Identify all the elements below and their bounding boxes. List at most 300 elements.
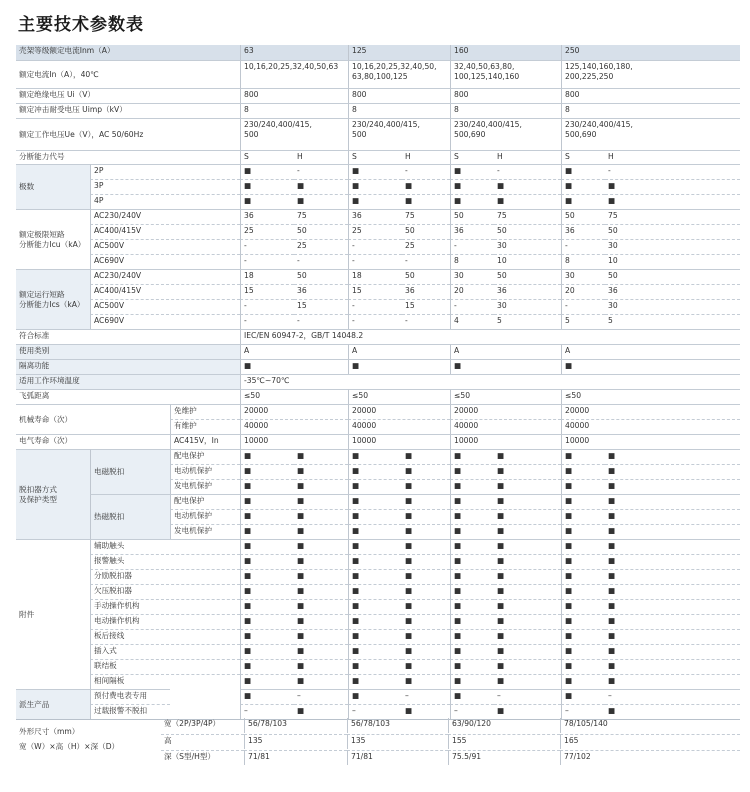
value-cell: ■ <box>561 689 605 704</box>
sub-label: AC400/415V <box>90 224 240 239</box>
frame-value-cell: 10,16,20,25,32,40,50, 63,80,100,125 <box>348 60 450 88</box>
value-cell: ■ <box>348 629 402 644</box>
dimension-value: 71/81 <box>347 750 448 765</box>
value-cell: ■ <box>605 659 740 674</box>
sub-label: 预付费电表专用 <box>90 689 170 704</box>
value-cell: ■ <box>240 584 294 599</box>
sub-label: 分励脱扣器 <box>90 569 240 584</box>
value-cell: ■ <box>240 674 294 689</box>
value-cell: ■ <box>605 674 740 689</box>
value-cell: ■ <box>561 674 605 689</box>
value-cell: 15 <box>240 284 294 299</box>
value-cell: ■ <box>561 479 605 494</box>
frame-value-cell: ■ <box>348 359 450 374</box>
value-cell: 25 <box>402 239 450 254</box>
row-label: 额定冲击耐受电压 Uimp（kV） <box>16 103 240 118</box>
frame-value-cell: 10000 <box>240 434 348 449</box>
value-cell: S <box>240 150 294 164</box>
dimension-value: 135 <box>347 734 448 749</box>
value-cell: ■ <box>494 704 561 719</box>
value-cell: S <box>348 150 402 164</box>
value-cell: 50 <box>402 269 450 284</box>
frame-value-cell: 800 <box>450 88 561 103</box>
dimensions-section <box>16 719 740 776</box>
frame-value-cell: 8 <box>348 103 450 118</box>
value-cell: ■ <box>561 449 605 464</box>
frame-value-cell: A <box>561 344 740 359</box>
value-cell: 36 <box>561 224 605 239</box>
value-cell: ■ <box>240 164 294 179</box>
group-label: 额定极限短路 分断能力Icu（kA） <box>16 209 90 269</box>
value-cell: 8 <box>450 254 494 269</box>
sub-label: 插入式 <box>90 644 240 659</box>
value-cell: ■ <box>348 674 402 689</box>
value-cell: ■ <box>561 164 605 179</box>
value-cell: ■ <box>402 179 450 194</box>
sub-label: 3P <box>90 179 240 194</box>
frame-value-cell: 20000 <box>450 404 561 419</box>
value-cell: ■ <box>348 689 402 704</box>
value-cell: 18 <box>240 269 294 284</box>
page-title: 主要技术参数表 <box>18 15 144 35</box>
value-cell: 50 <box>294 269 348 284</box>
value-cell: - <box>450 239 494 254</box>
sub-label: 发电机保护 <box>170 479 240 494</box>
frame-value-cell: 230/240,400/415, 500,690 <box>561 118 740 150</box>
value-cell: ■ <box>294 584 348 599</box>
value-cell: ■ <box>494 614 561 629</box>
frame-value-cell: ≤50 <box>561 389 740 404</box>
frame-value-cell: ≤50 <box>450 389 561 404</box>
frame-header: 160 <box>450 45 561 60</box>
value-cell: – <box>605 689 740 704</box>
value-cell: ■ <box>402 509 450 524</box>
value-cell: ■ <box>561 194 605 209</box>
sub-label: 电动机保护 <box>170 464 240 479</box>
value-cell: ■ <box>605 449 740 464</box>
sub-label: 联结板 <box>90 659 240 674</box>
value-cell: 10 <box>605 254 740 269</box>
value-cell: ■ <box>240 464 294 479</box>
group-label: 外形尺寸（mm） 宽（W）×高（H）×深（D） <box>19 727 120 751</box>
frame-value-cell: ≤50 <box>348 389 450 404</box>
value-cell: – <box>561 704 605 719</box>
value-cell: ■ <box>561 644 605 659</box>
value-cell: ■ <box>561 464 605 479</box>
value-cell: ■ <box>605 494 740 509</box>
value-cell: 4 <box>450 314 494 329</box>
row-label: 符合标准 <box>16 329 240 344</box>
frame-value-cell: 10000 <box>450 434 561 449</box>
value-cell: ■ <box>561 179 605 194</box>
value-cell: ■ <box>240 494 294 509</box>
group-label: 脱扣器方式 及保护类型 <box>16 449 90 539</box>
frame-value-cell: 20000 <box>348 404 450 419</box>
value-cell: ■ <box>605 179 740 194</box>
environment-value: -35℃~70℃ <box>240 374 740 389</box>
value-cell: 30 <box>494 299 561 314</box>
value-cell: ■ <box>240 539 294 554</box>
value-cell: ■ <box>605 464 740 479</box>
dimension-value: 165 <box>560 734 740 749</box>
value-cell: ■ <box>561 524 605 539</box>
frame-value-cell: 8 <box>240 103 348 118</box>
value-cell: ■ <box>240 479 294 494</box>
value-cell: 25 <box>240 224 294 239</box>
value-cell: 50 <box>605 224 740 239</box>
value-cell: ■ <box>294 704 348 719</box>
value-cell: 36 <box>450 224 494 239</box>
value-cell: ■ <box>494 494 561 509</box>
frame-value-cell: 40000 <box>561 419 740 434</box>
value-cell: ■ <box>494 554 561 569</box>
value-cell: - <box>348 239 402 254</box>
group-label: 附件 <box>16 539 90 689</box>
sub-label: 高 <box>161 734 244 749</box>
value-cell: ■ <box>348 539 402 554</box>
value-cell: ■ <box>402 629 450 644</box>
value-cell: ■ <box>294 194 348 209</box>
sub-label: 报警触头 <box>90 554 240 569</box>
row-label: 使用类别 <box>16 344 240 359</box>
value-cell: – <box>450 704 494 719</box>
value-cell: ■ <box>561 509 605 524</box>
value-cell: ■ <box>240 569 294 584</box>
value-cell: 5 <box>494 314 561 329</box>
sub-label: 2P <box>90 164 240 179</box>
value-cell: ■ <box>605 629 740 644</box>
frame-value-cell: 230/240,400/415, 500 <box>348 118 450 150</box>
frame-value-cell: 800 <box>348 88 450 103</box>
frame-value-cell: 8 <box>450 103 561 118</box>
value-cell: 18 <box>348 269 402 284</box>
value-cell: 75 <box>605 209 740 224</box>
sub-label: AC415V，In <box>170 434 240 449</box>
value-cell: - <box>240 299 294 314</box>
value-cell: – <box>494 689 561 704</box>
dimension-value: 155 <box>448 734 560 749</box>
value-cell: ■ <box>348 614 402 629</box>
value-cell: ■ <box>494 659 561 674</box>
frame-value-cell: A <box>348 344 450 359</box>
value-cell: ■ <box>348 179 402 194</box>
value-cell: - <box>561 299 605 314</box>
value-cell: ■ <box>348 554 402 569</box>
value-cell: ■ <box>494 524 561 539</box>
value-cell: 25 <box>294 239 348 254</box>
frame-value-cell: A <box>450 344 561 359</box>
sub-label: 电动机保护 <box>170 509 240 524</box>
frame-value-cell: ■ <box>240 359 348 374</box>
value-cell: 15 <box>294 299 348 314</box>
value-cell: 75 <box>294 209 348 224</box>
dimension-value: 77/102 <box>560 750 740 765</box>
frame-value-cell: 8 <box>561 103 740 118</box>
row-label: 飞弧距离 <box>16 389 240 404</box>
value-cell: 20 <box>450 284 494 299</box>
value-cell: ■ <box>450 659 494 674</box>
value-cell: S <box>450 150 494 164</box>
value-cell: ■ <box>294 449 348 464</box>
value-cell: ■ <box>294 569 348 584</box>
dimension-value: 56/78/103 <box>244 718 347 733</box>
frame-value-cell: 10,16,20,25,32,40,50,63 <box>240 60 348 88</box>
value-cell: ■ <box>450 479 494 494</box>
value-cell: ■ <box>561 659 605 674</box>
value-cell: 5 <box>561 314 605 329</box>
value-cell: ■ <box>402 704 450 719</box>
dimension-value: 75.5/91 <box>448 750 560 765</box>
value-cell: ■ <box>494 509 561 524</box>
value-cell: ■ <box>348 659 402 674</box>
value-cell: 50 <box>561 209 605 224</box>
value-cell: ■ <box>348 164 402 179</box>
value-cell: ■ <box>402 194 450 209</box>
value-cell: ■ <box>240 614 294 629</box>
sub-label: 手动操作机构 <box>90 599 240 614</box>
sub-label: 欠压脱扣器 <box>90 584 240 599</box>
value-cell: ■ <box>294 524 348 539</box>
value-cell: S <box>561 150 605 164</box>
value-cell: ■ <box>240 629 294 644</box>
value-cell: ■ <box>402 569 450 584</box>
value-cell: ■ <box>348 644 402 659</box>
value-cell: ■ <box>561 614 605 629</box>
value-cell: ■ <box>605 509 740 524</box>
value-cell: 10 <box>494 254 561 269</box>
value-cell: 50 <box>494 224 561 239</box>
value-cell: ■ <box>348 479 402 494</box>
value-cell: ■ <box>294 494 348 509</box>
value-cell: H <box>605 150 740 164</box>
value-cell: ■ <box>348 584 402 599</box>
value-cell: ■ <box>348 524 402 539</box>
frame-value-cell: 230/240,400/415, 500 <box>240 118 348 150</box>
sub-label: AC500V <box>90 299 240 314</box>
value-cell: ■ <box>494 479 561 494</box>
sub-label: AC230/240V <box>90 269 240 284</box>
value-cell: ■ <box>561 494 605 509</box>
trip-group-label: 电磁脱扣 <box>90 449 170 494</box>
value-cell: ■ <box>240 509 294 524</box>
frame-value-cell: 20000 <box>561 404 740 419</box>
sub-label: 深（S型/H型） <box>161 750 244 765</box>
value-cell: H <box>402 150 450 164</box>
value-cell: 50 <box>402 224 450 239</box>
value-cell: 8 <box>561 254 605 269</box>
value-cell: 30 <box>605 299 740 314</box>
value-cell: ■ <box>240 449 294 464</box>
value-cell: ■ <box>605 614 740 629</box>
value-cell: ■ <box>348 509 402 524</box>
value-cell: 36 <box>294 284 348 299</box>
value-cell: ■ <box>240 179 294 194</box>
sub-label: 4P <box>90 194 240 209</box>
frame-header: 125 <box>348 45 450 60</box>
value-cell: ■ <box>294 464 348 479</box>
value-cell: ■ <box>561 554 605 569</box>
value-cell: ■ <box>494 674 561 689</box>
value-cell: ■ <box>450 464 494 479</box>
frame-value-cell: 40000 <box>348 419 450 434</box>
value-cell: ■ <box>605 569 740 584</box>
value-cell: – <box>348 704 402 719</box>
frame-value-cell: ■ <box>450 359 561 374</box>
value-cell: ■ <box>240 689 294 704</box>
value-cell: 30 <box>605 239 740 254</box>
frame-value-cell: 40000 <box>240 419 348 434</box>
value-cell: 50 <box>450 209 494 224</box>
value-cell: ■ <box>494 629 561 644</box>
value-cell: ■ <box>561 539 605 554</box>
frame-value-cell: 32,40,50,63,80, 100,125,140,160 <box>450 60 561 88</box>
value-cell: ■ <box>605 479 740 494</box>
value-cell: ■ <box>402 674 450 689</box>
group-label: 派生产品 <box>16 689 90 719</box>
value-cell: – <box>240 704 294 719</box>
value-cell: - <box>240 314 294 329</box>
value-cell: 30 <box>494 239 561 254</box>
frame-header: 250 <box>561 45 740 60</box>
value-cell: ■ <box>240 194 294 209</box>
value-cell: 50 <box>294 224 348 239</box>
value-cell: - <box>450 299 494 314</box>
value-cell: 20 <box>561 284 605 299</box>
value-cell: 36 <box>240 209 294 224</box>
value-cell: ■ <box>605 704 740 719</box>
value-cell: ■ <box>605 524 740 539</box>
value-cell: ■ <box>605 554 740 569</box>
value-cell: ■ <box>240 644 294 659</box>
sub-label: AC230/240V <box>90 209 240 224</box>
value-cell: ■ <box>450 644 494 659</box>
sub-label: 板后接线 <box>90 629 240 644</box>
trip-group-label: 热磁脱扣 <box>90 494 170 539</box>
value-cell: ■ <box>450 629 494 644</box>
value-cell: - <box>402 164 450 179</box>
frame-value-cell: ■ <box>561 359 740 374</box>
value-cell: ■ <box>561 569 605 584</box>
value-cell: ■ <box>402 644 450 659</box>
row-label: 适用工作环境温度 <box>16 374 240 389</box>
value-cell: 30 <box>450 269 494 284</box>
dimension-value: 56/78/103 <box>347 718 448 733</box>
value-cell: ■ <box>450 179 494 194</box>
frame-value-cell: 20000 <box>240 404 348 419</box>
group-label: 极数 <box>16 164 90 209</box>
value-cell: - <box>240 254 294 269</box>
value-cell: ■ <box>294 179 348 194</box>
sub-label: 有维护 <box>170 419 240 434</box>
value-cell: ■ <box>240 524 294 539</box>
value-cell: ■ <box>402 479 450 494</box>
value-cell: ■ <box>402 614 450 629</box>
value-cell: ■ <box>294 599 348 614</box>
frame-value-cell: 230/240,400/415, 500,690 <box>450 118 561 150</box>
header-label: 壳架等级额定电流Inm（A） <box>16 45 240 60</box>
sub-label: 免维护 <box>170 404 240 419</box>
value-cell: ■ <box>450 614 494 629</box>
value-cell: ■ <box>294 614 348 629</box>
value-cell: ■ <box>294 539 348 554</box>
group-label: 额定运行短路 分断能力Ics（kA） <box>16 269 90 329</box>
value-cell: ■ <box>605 644 740 659</box>
value-cell: - <box>494 164 561 179</box>
value-cell: – <box>402 689 450 704</box>
dimension-value: 63/90/120 <box>448 718 560 733</box>
frame-value-cell: 10000 <box>561 434 740 449</box>
value-cell: ■ <box>605 599 740 614</box>
sub-label: 宽（2P/3P/4P） <box>164 719 221 728</box>
value-cell: 36 <box>494 284 561 299</box>
value-cell: ■ <box>450 494 494 509</box>
value-cell: ■ <box>450 554 494 569</box>
sub-label: 相间隔板 <box>90 674 240 689</box>
value-cell: ■ <box>240 554 294 569</box>
value-cell: 15 <box>402 299 450 314</box>
frame-header: 63 <box>240 45 348 60</box>
row-label: 额定工作电压Ue（V），AC 50/60Hz <box>16 118 240 150</box>
frame-value-cell: 125,140,160,180, 200,225,250 <box>561 60 740 88</box>
sub-label: 辅助触头 <box>90 539 240 554</box>
standard-value: IEC/EN 60947-2，GB/T 14048.2 <box>240 329 740 344</box>
value-cell: ■ <box>450 194 494 209</box>
value-cell: ■ <box>450 569 494 584</box>
value-cell: ■ <box>450 539 494 554</box>
value-cell: 36 <box>605 284 740 299</box>
value-cell: ■ <box>494 644 561 659</box>
value-cell: – <box>294 689 348 704</box>
value-cell: ■ <box>561 629 605 644</box>
value-cell: 50 <box>494 269 561 284</box>
value-cell: ■ <box>348 569 402 584</box>
frame-value-cell: 800 <box>561 88 740 103</box>
row-label: 额定绝缘电压 Ui（V） <box>16 88 240 103</box>
value-cell: - <box>402 314 450 329</box>
sub-label: AC690V <box>90 314 240 329</box>
value-cell: ■ <box>402 659 450 674</box>
value-cell: ■ <box>294 509 348 524</box>
value-cell: ■ <box>294 644 348 659</box>
value-cell: ■ <box>348 194 402 209</box>
value-cell: - <box>561 239 605 254</box>
value-cell: - <box>294 314 348 329</box>
dimension-value: 78/105/140 <box>560 718 740 733</box>
frame-value-cell: 40000 <box>450 419 561 434</box>
value-cell: ■ <box>494 464 561 479</box>
value-cell: 75 <box>402 209 450 224</box>
value-cell: ■ <box>450 584 494 599</box>
sub-label: 过载报警不脱扣 <box>90 704 170 719</box>
value-cell: - <box>605 164 740 179</box>
value-cell: ■ <box>294 659 348 674</box>
value-cell: ■ <box>240 659 294 674</box>
value-cell: ■ <box>402 554 450 569</box>
dimension-value: 71/81 <box>244 750 347 765</box>
sub-label: 配电保护 <box>170 494 240 509</box>
spec-table <box>16 45 740 755</box>
value-cell: ■ <box>402 584 450 599</box>
value-cell: ■ <box>494 569 561 584</box>
frame-value-cell: 10000 <box>348 434 450 449</box>
value-cell: ■ <box>494 179 561 194</box>
dimension-value: 135 <box>244 734 347 749</box>
value-cell: ■ <box>402 599 450 614</box>
value-cell: ■ <box>450 674 494 689</box>
value-cell: - <box>294 164 348 179</box>
sub-label: AC690V <box>90 254 240 269</box>
sub-label: 电动操作机构 <box>90 614 240 629</box>
